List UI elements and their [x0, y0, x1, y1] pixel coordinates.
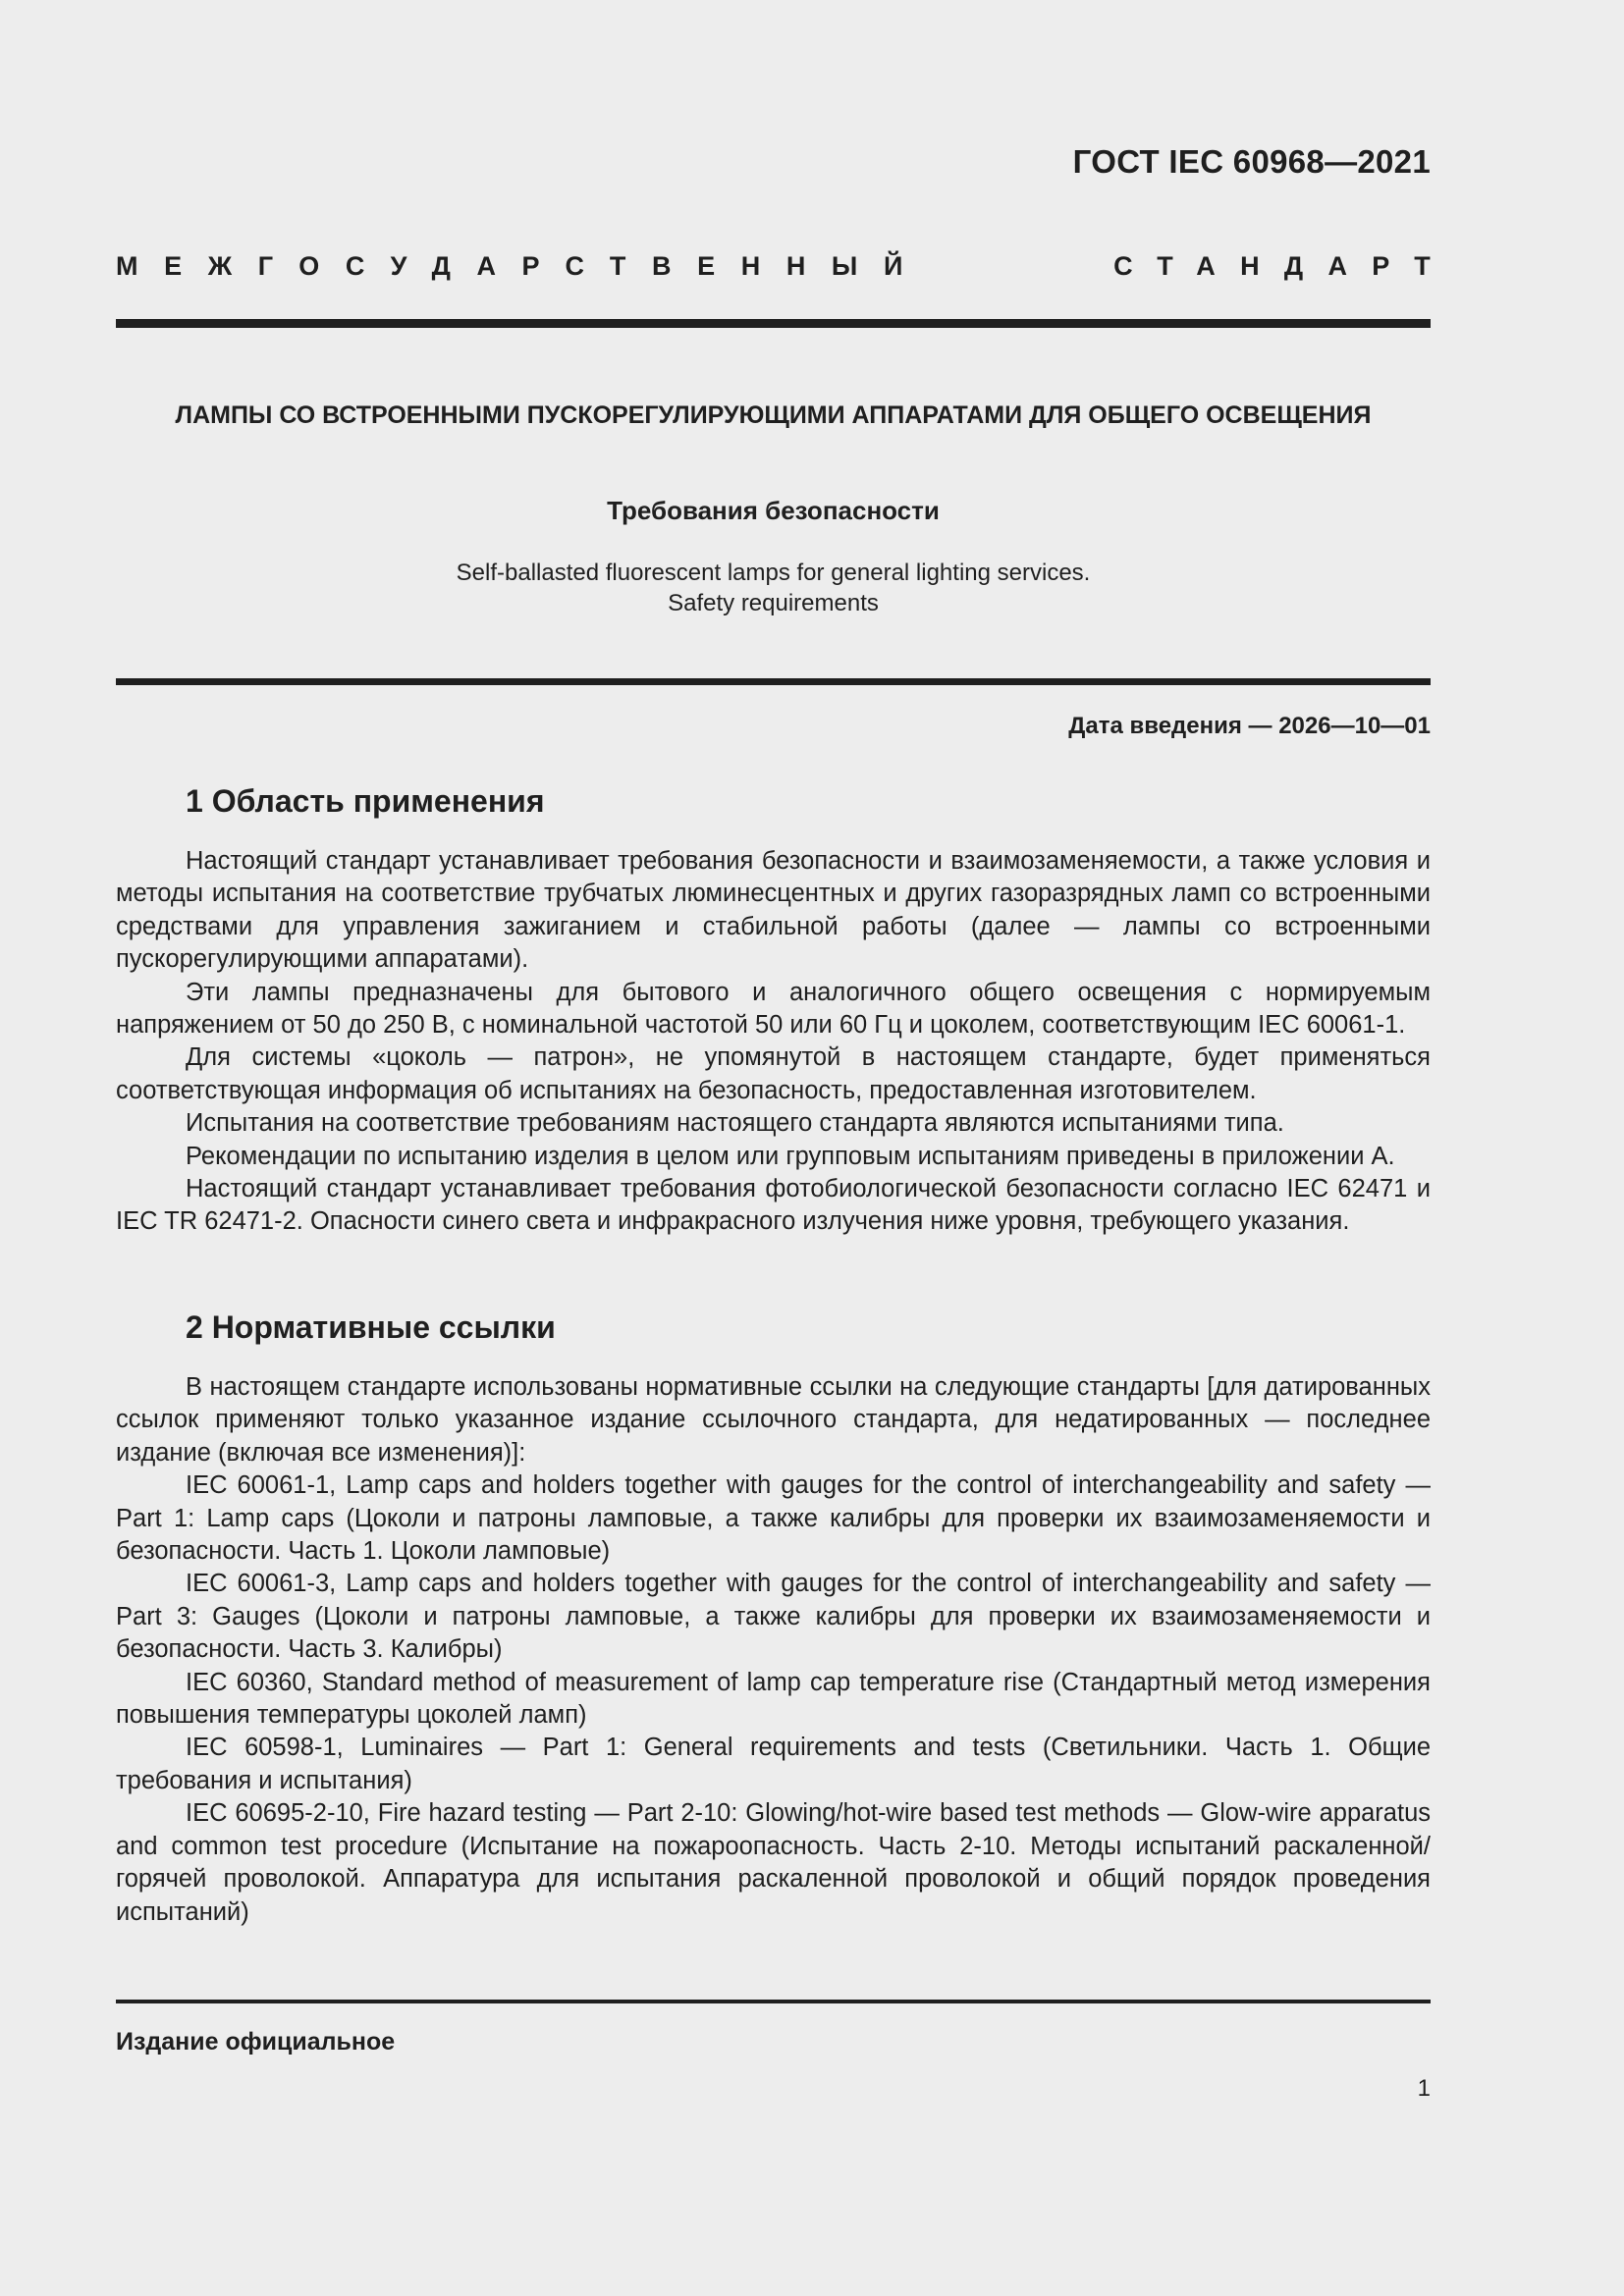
- paragraph: Эти лампы предназначены для бытового и аналогичного общего освещения с нормируемым напряжением от 50 до 250 В, с номинальной частотой 50 или 60 Гц и цоколем, соответствующим IEC 60061-1.: [116, 978, 1431, 1040]
- english-title-line-1: Self-ballasted fluorescent lamps for general lighting services.: [456, 560, 1091, 586]
- reference-item: IEC 60598-1, Luminaires — Part 1: General requirements and tests (Светильники. Часть 1. Общие требования и испытания): [116, 1734, 1431, 1794]
- paragraph: Испытания на соответствие требованиям настоящего стандарта являются испытаниями типа.: [186, 1109, 1284, 1138]
- reference-item: IEC 60061-1, Lamp caps and holders together with gauges for the control of interchangeability and safety — Part 1: Lamp caps (Цоколи и патроны ламповые, а также калибры для проверки их взаимозаменяемости и безопасности. Часть 1. Цоколи ламповые): [116, 1471, 1431, 1566]
- document-number: ГОСТ IEC 60968—2021: [1072, 143, 1431, 180]
- section-2-body: [116, 1371, 1431, 1929]
- paragraph: В настоящем стандарте использованы нормативные ссылки на следующие стандарты [для датированных ссылок применяют только указанное издание ссылочного стандарта, для недатированных — последнее издание (включая все изменения)]:: [116, 1373, 1431, 1467]
- interstate-standard-banner: [116, 251, 1455, 282]
- document-title: ЛАМПЫ СО ВСТРОЕННЫМИ ПУСКОРЕГУЛИРУЮЩИМИ АППАРАТАМИ ДЛЯ ОБЩЕГО ОСВЕЩЕНИЯ: [175, 401, 1372, 429]
- document-subtitle: Требования безопасности: [607, 496, 940, 525]
- banner-word-standard: СТАНДАРТ: [1113, 251, 1455, 281]
- paragraph: Для системы «цоколь — патрон», не упомянутой в настоящем стандарте, будет применяться соответствующая информация об испытаниях на безопасность, предоставленная изготовителем.: [116, 1043, 1431, 1104]
- banner-word-interstate: МЕЖГОСУДАРСТВЕННЫЙ: [116, 251, 929, 281]
- introduction-date: Дата введения — 2026—10—01: [1068, 713, 1431, 739]
- title-divider: [116, 678, 1431, 685]
- edition-label: Издание официальное: [116, 2028, 396, 2056]
- english-title-line-2: Safety requirements: [668, 590, 879, 616]
- document-page: [116, 0, 1455, 2296]
- section-1-heading: 1 Область применения: [186, 783, 545, 819]
- paragraph: Настоящий стандарт устанавливает требования безопасности и взаимозаменяемости, а также условия и методы испытания на соответствие трубчатых люминесцентных и других газоразрядных ламп со встроенными средствами для управления зажиганием и стабильной работы (далее — лампы со встроенными пускорегулирующими аппаратами).: [116, 847, 1431, 974]
- section-1-body: [116, 845, 1431, 1239]
- paragraph: Настоящий стандарт устанавливает требования фотобиологической безопасности согласно IEC 62471 и IEC TR 62471-2. Опасности синего света и инфракрасного излучения ниже уровня, требующего указания.: [116, 1175, 1431, 1236]
- reference-item: IEC 60061-3, Lamp caps and holders together with gauges for the control of interchangeability and safety — Part 3: Gauges (Цоколи и патроны ламповые, а также калибры для проверки их взаимозаменяемости и безопасности. Часть 3. Калибры): [116, 1570, 1431, 1664]
- reference-item: IEC 60360, Standard method of measurement of lamp cap temperature rise (Стандартный метод измерения повышения температуры цоколей ламп): [116, 1668, 1431, 1730]
- page-number: 1: [1417, 2075, 1431, 2102]
- reference-item: IEC 60695-2-10, Fire hazard testing — Part 2-10: Glowing/hot-wire based test methods — Glow-wire apparatus and common test procedure (Испытание на пожароопасность. Часть 2-10. Методы испытаний раскаленной/горячей проволокой. Аппаратура для испытания раскаленной проволокой и общий порядок проведения испытаний): [116, 1799, 1431, 1926]
- section-2-heading: 2 Нормативные ссылки: [186, 1309, 556, 1345]
- paragraph: Рекомендации по испытанию изделия в целом или групповым испытаниям приведены в приложении А.: [186, 1142, 1395, 1170]
- top-divider: [116, 319, 1431, 328]
- english-title: [116, 558, 1431, 618]
- footer-divider: [116, 2000, 1431, 2003]
